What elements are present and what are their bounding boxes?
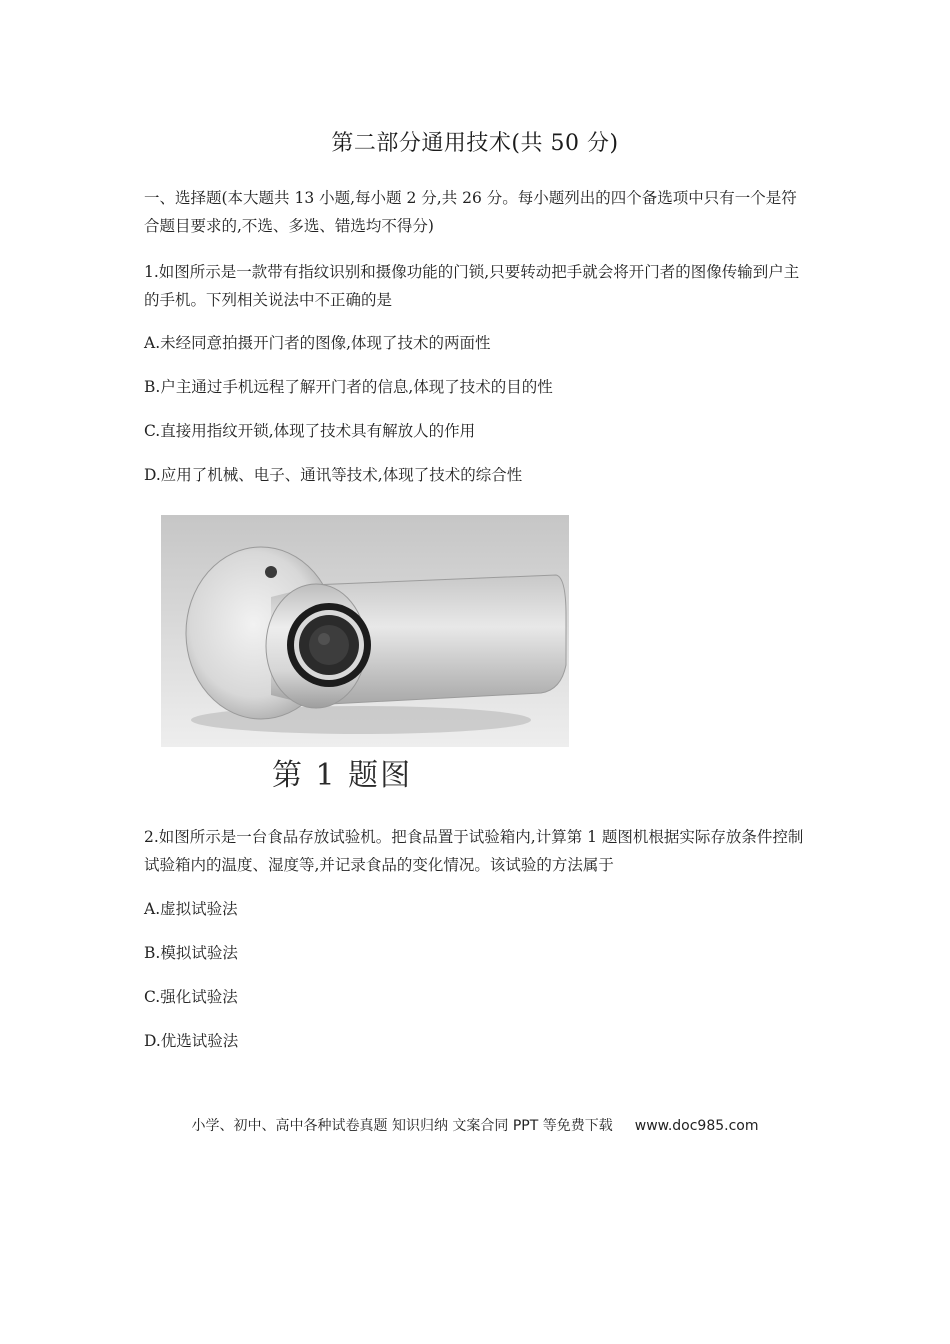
question-2-option-a: A.虚拟试验法 [144, 900, 238, 918]
door-lock-photo [161, 515, 569, 747]
section-title: 第二部分通用技术(共 50 分) [331, 131, 619, 156]
question-1-option-d: D.应用了机械、电子、通讯等技术,体现了技术的综合性 [144, 466, 523, 484]
question-1-stem: 1.如图所示是一款带有指纹识别和摄像功能的门锁,只要转动把手就会将开门者的图像传输到户主的手机。下列相关说法中不正确的是 [144, 263, 800, 309]
instructions-text: 一、选择题(本大题共 13 小题,每小题 2 分,共 26 分。每小题列出的四个备选项中只有一个是符合题目要求的,不选、多选、错选均不得分) [144, 189, 797, 235]
question-1-option-a: A.未经同意拍摄开门者的图像,体现了技术的两面性 [144, 334, 491, 352]
footer-url-link[interactable]: www.doc985.com [634, 1118, 759, 1134]
question-1-option-b: B.户主通过手机远程了解开门者的信息,体现了技术的目的性 [144, 378, 553, 396]
question-2-option-d: D.优选试验法 [144, 1032, 239, 1050]
question-1-option-c: C.直接用指纹开锁,体现了技术具有解放人的作用 [144, 422, 476, 440]
footer-text: 小学、初中、高中各种试卷真题 知识归纳 文案合同 PPT 等免费下载 [191, 1118, 613, 1134]
figure-1-caption: 第 1 题图 [272, 758, 413, 793]
question-2-option-c: C.强化试验法 [144, 988, 238, 1006]
page-footer [0, 1115, 950, 1135]
question-2-option-b: B.模拟试验法 [144, 944, 238, 962]
question-2-stem: 2.如图所示是一台食品存放试验机。把食品置于试验箱内,计算第 1 题图机根据实际存放条件控制试验箱内的温度、湿度等,并记录食品的变化情况。该试验的方法属于 [144, 828, 804, 874]
